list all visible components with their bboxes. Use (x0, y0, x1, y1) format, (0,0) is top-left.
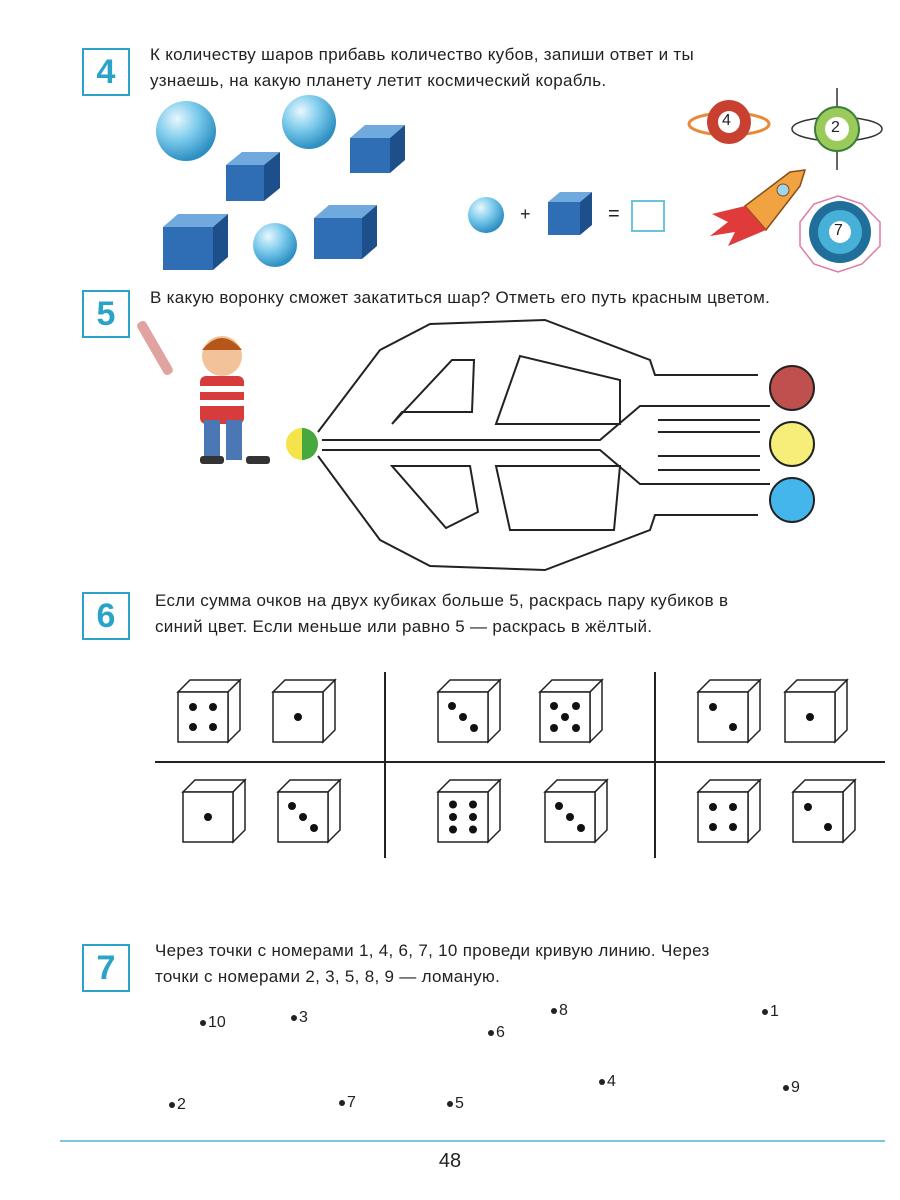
die-4 (698, 780, 760, 842)
die-pip (469, 826, 477, 834)
point-10: 10 (200, 1014, 226, 1032)
die-pip (572, 702, 580, 710)
exercise-4-line-1: К количеству шаров прибавь количество кубов, запиши ответ и ты (150, 45, 695, 64)
point-8: 8 (551, 1002, 568, 1020)
point-9: 9 (783, 1079, 800, 1097)
exercise-7-line-2: точки с номерами 2, 3, 5, 8, 9 — ломаную. (155, 967, 501, 986)
die-5 (540, 680, 602, 742)
die-pip (209, 703, 217, 711)
die-pip (572, 724, 580, 732)
page-number: 48 (438, 1150, 462, 1172)
point-4: 4 (599, 1073, 616, 1091)
footer-rule (60, 1140, 885, 1142)
cube (350, 125, 405, 173)
die-pip (469, 801, 477, 809)
planet-2-label: 2 (831, 119, 840, 136)
point-6: 6 (488, 1024, 505, 1042)
funnels (770, 366, 814, 522)
die-pip (550, 702, 558, 710)
dice-grid (155, 672, 885, 858)
exercise-6-text (155, 588, 885, 640)
plus-sign: + (520, 204, 531, 224)
die-pip (449, 826, 457, 834)
die-pip (209, 723, 217, 731)
rocket (710, 170, 805, 246)
ball (156, 101, 216, 161)
cube (314, 205, 377, 259)
die-pip (449, 813, 457, 821)
planet-7-label: 7 (834, 222, 843, 239)
die-pip (189, 703, 197, 711)
die-2 (793, 780, 855, 842)
die-pip (709, 703, 717, 711)
die-pip (806, 713, 814, 721)
die-pip (561, 713, 569, 721)
die-pip (310, 824, 318, 832)
die-3 (545, 780, 607, 842)
die-2 (698, 680, 760, 742)
exercise-4-line-2: узнаешь, на какую планету летит космический корабль. (150, 71, 607, 90)
die-4 (178, 680, 240, 742)
point-5: 5 (447, 1095, 464, 1113)
die-pip (459, 713, 467, 721)
die-pip (804, 803, 812, 811)
funnel-blue (770, 478, 814, 522)
exercise-5-text: В какую воронку сможет закатиться шар? Отметь его путь красным цветом. (150, 288, 771, 307)
die-1 (273, 680, 335, 742)
die-pip (729, 803, 737, 811)
die-pip (729, 723, 737, 731)
exercise-7-text (155, 938, 885, 990)
maze (318, 320, 770, 570)
die-3 (438, 680, 500, 742)
ball (282, 95, 336, 149)
die-pip (299, 813, 307, 821)
point-2: 2 (169, 1096, 186, 1114)
equation-cube (548, 192, 592, 235)
die-pip (577, 824, 585, 832)
die-pip (729, 823, 737, 831)
exercise-7-number: 7 (82, 944, 130, 992)
point-1: 1 (762, 1003, 779, 1021)
equals-sign: = (608, 203, 620, 225)
answer-box (632, 201, 664, 231)
die-pip (824, 823, 832, 831)
die-pip (566, 813, 574, 821)
die-3 (278, 780, 340, 842)
die-pip (204, 813, 212, 821)
point-3: 3 (291, 1009, 308, 1027)
point-7: 7 (339, 1094, 356, 1112)
exercise-4-number: 4 (82, 48, 130, 96)
exercise-6-line-2: синий цвет. Если меньше или равно 5 — раскрась в жёлтый. (155, 617, 653, 636)
die-pip (709, 803, 717, 811)
funnel-yellow (770, 422, 814, 466)
die-1 (183, 780, 245, 842)
cube (163, 214, 228, 270)
exercise-6-number: 6 (82, 592, 130, 640)
die-pip (469, 813, 477, 821)
exercise-5-number: 5 (82, 290, 130, 338)
ball (253, 223, 297, 267)
die-6 (438, 780, 500, 842)
ball-green-yellow (286, 428, 318, 460)
die-1 (785, 680, 847, 742)
die-pip (709, 823, 717, 831)
die-pip (470, 724, 478, 732)
equation-ball (468, 197, 504, 233)
cube (226, 152, 280, 201)
boy-with-bat (136, 320, 270, 464)
funnel-red (770, 366, 814, 410)
die-pip (288, 802, 296, 810)
die-pip (189, 723, 197, 731)
exercise-7-line-1: Через точки с номерами 1, 4, 6, 7, 10 проведи кривую линию. Через (155, 941, 710, 960)
die-pip (294, 713, 302, 721)
die-pip (555, 802, 563, 810)
exercise-6-line-1: Если сумма очков на двух кубиках больше 5, раскрась пару кубиков в (155, 591, 729, 610)
planet-4-label: 4 (722, 112, 731, 129)
die-pip (449, 801, 457, 809)
die-pip (448, 702, 456, 710)
die-pip (550, 724, 558, 732)
